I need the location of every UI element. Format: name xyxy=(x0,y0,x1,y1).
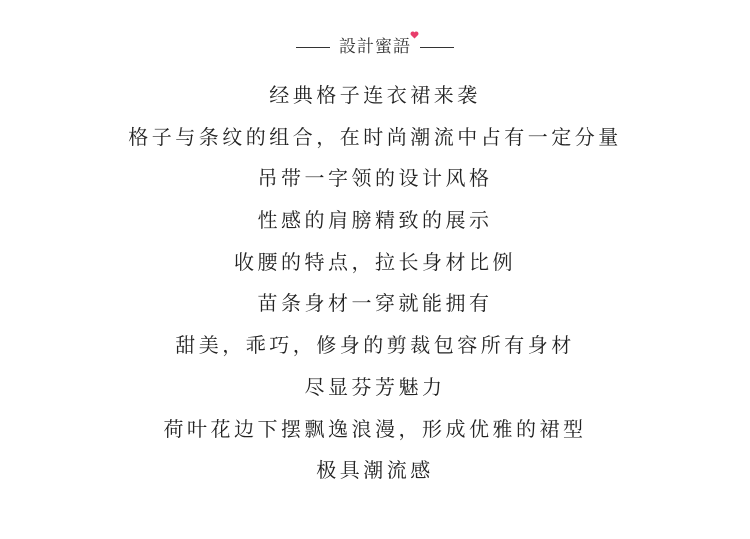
description-line: 收腰的特点，拉长身材比例 xyxy=(234,249,516,274)
description-line: 吊带一字领的设计风格 xyxy=(257,166,493,191)
heart-icon xyxy=(410,31,419,39)
header-right-rule xyxy=(420,47,454,48)
description-line: 性感的肩膀精致的展示 xyxy=(257,208,493,233)
description-line: 尽显芬芳魅力 xyxy=(304,374,446,399)
description-line: 格子与条纹的组合，在时尚潮流中占有一定分量 xyxy=(128,124,622,149)
description-line: 苗条身材一穿就能拥有 xyxy=(257,291,493,316)
description-line: 经典格子连衣裙来袭 xyxy=(269,83,481,107)
description-text-block xyxy=(0,75,750,492)
header-left-rule xyxy=(296,47,330,48)
header-title: 設計蜜語 xyxy=(339,37,411,57)
header-title-wrap xyxy=(339,33,411,61)
description-line: 极具潮流感 xyxy=(316,458,434,483)
section-header xyxy=(0,33,750,61)
description-line: 荷叶花边下摆飘逸浪漫，形成优雅的裙型 xyxy=(163,416,587,441)
description-line: 甜美，乖巧，修身的剪裁包容所有身材 xyxy=(175,333,575,358)
